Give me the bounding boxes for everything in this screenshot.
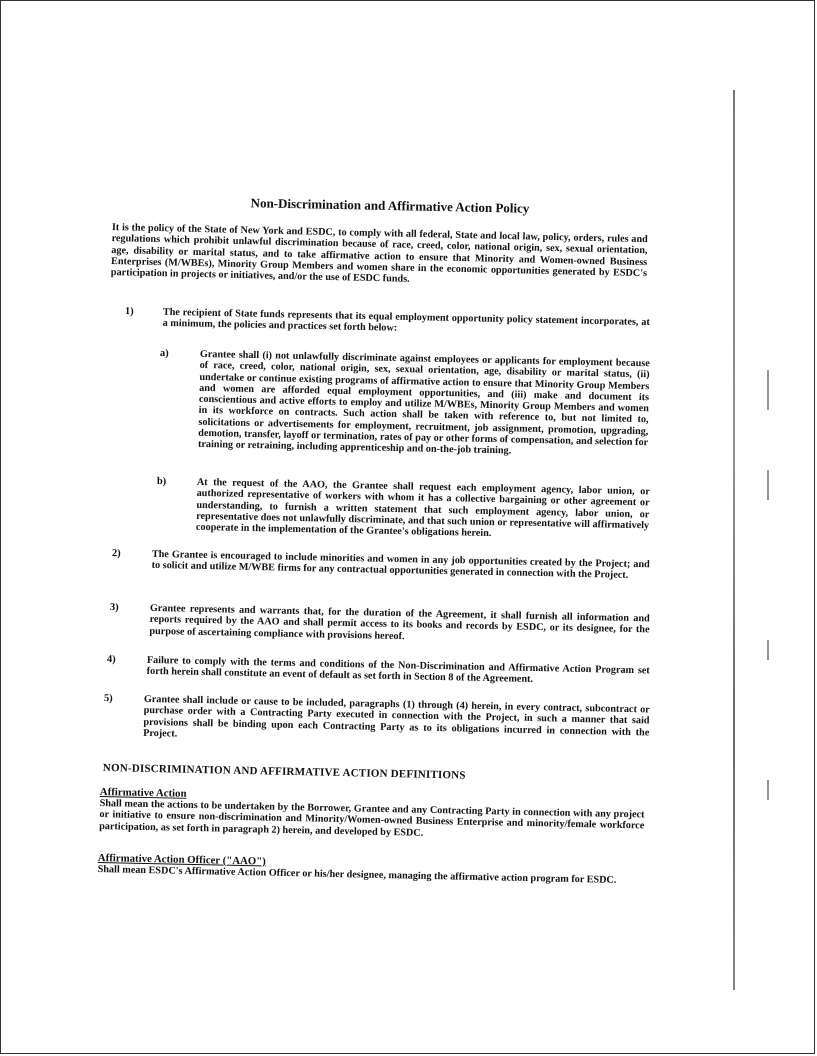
item-text: Failure to comply with the terms and conditions of the Non-Discrimination and Affirmative Action Program set forth herein shall constitute an event of default as set forth in Section 8 of the Agreement. [146, 654, 650, 686]
definition-term: Affirmative Action Officer ("AAO") [97, 852, 266, 868]
definition-term: Affirmative Action [99, 786, 187, 800]
item-number: 1) [124, 306, 134, 318]
item-number: 3) [109, 602, 119, 614]
item-text: The recipient of State funds represents that its equal employment opportunity policy statement incorporates, at a minimum, the policies and practices set forth below: [162, 306, 650, 335]
definitions-heading: NON-DISCRIMINATION AND AFFIRMATIVE ACTION DEFINITIONS [102, 762, 466, 782]
subitem-text: At the request of the AAO, the Grantee shall request each employment agency, labor union, or authorized representative of workers with whom it has a collective bargaining or other agreement or understanding, to furnish a written statement that such employment agency, labor union, or representative does not unlawfully discriminate, and that such union or representative will affirmatively cooperate in the implementation of the Grantee's obligations herein. [195, 476, 650, 540]
scan-mark [767, 370, 769, 410]
subitem-label: b) [156, 476, 167, 488]
item-number: 2) [111, 548, 121, 560]
item-text: The Grantee is encouraged to include minorities and women in any job opportunities created by the Project; and to solicit and utilize M/WBE firms for any contractual opportunities generated in connection with the Project. [151, 548, 650, 582]
document-title: Non-Discrimination and Affirmative Action Policy [250, 195, 530, 216]
scan-edge-line [733, 90, 735, 990]
item-text: Grantee shall include or cause to be included, paragraphs (1) through (4) herein, in every contract, subcontract or purchase order with a Contracting Party executed in connection with the Project, in such a manner that said provisions shall be binding upon each Contracting Party as to its obligations incurred in connection with the Project. [143, 693, 650, 740]
item-number: 4) [106, 654, 116, 666]
scan-mark [767, 470, 769, 500]
item-number: 5) [103, 693, 113, 705]
subitem-text: Grantee shall (i) not unlawfully discriminate against employees or applicants for employment because of race, creed, color, national origin, sex, sexual orientation, age, disability or marital status, (ii) undertake or continue existing programs of affirmative action to ensure that Minority Group Members and women are afforded equal employment opportunities, and (iii) make and document its conscientious and active efforts to employ and utilize M/WBEs, Minority Group Members and women in its workforce on contracts. Such action shall be taken with reference to, but not limited to, solicitations or advertisements for employment, recruitment, job assignment, promotion, upgrading, demotion, transfer, layoff or termination, rates of pay or other forms of compensation, and selection for training or retraining, including apprenticeship and on-the-job training. [197, 348, 650, 457]
definition-text: Shall mean the actions to be undertaken by the Borrower, Grantee and any Contracting Party in connection with any project or initiative to ensure non-discrimination and Minority/Women-owned Business Enterprise and minority/female workforce participation, as set forth in paragraph 2) herein, and developed by ESDC. [99, 797, 645, 839]
policy-subitem-b [156, 476, 650, 543]
definition-text: Shall mean ESDC's Affirmative Action Officer or his/her designee, managing the affirmative action program for ESDC. [97, 863, 617, 886]
policy-subitem-a [158, 348, 650, 460]
item-text: Grantee represents and warrants that, for the duration of the Agreement, it shall furnish all information and reports required by the AAO and shall permit access to its books and records by ESDC, or its designee, for the purpose of ascertaining compliance with provisions hereof. [149, 602, 650, 642]
scan-mark [767, 780, 769, 800]
scan-mark [767, 640, 769, 660]
intro-text: It is the policy of the State of New York and ESDC, to comply with all federal, State and local law, policy, orders, rules and regulations which prohibit unlawful discrimination because of race, creed, color, national origin, sex, sexual orientation, age, disability or marital status, and to take affirmative action to ensure that Minority and Women-owned Business Enterprises (M/WBEs), Minority Group Members and women share in the economic opportunities generated by ESDC's participation in projects or initiatives, and/or the use of ESDC funds. [110, 222, 648, 285]
subitem-label: a) [159, 348, 169, 360]
